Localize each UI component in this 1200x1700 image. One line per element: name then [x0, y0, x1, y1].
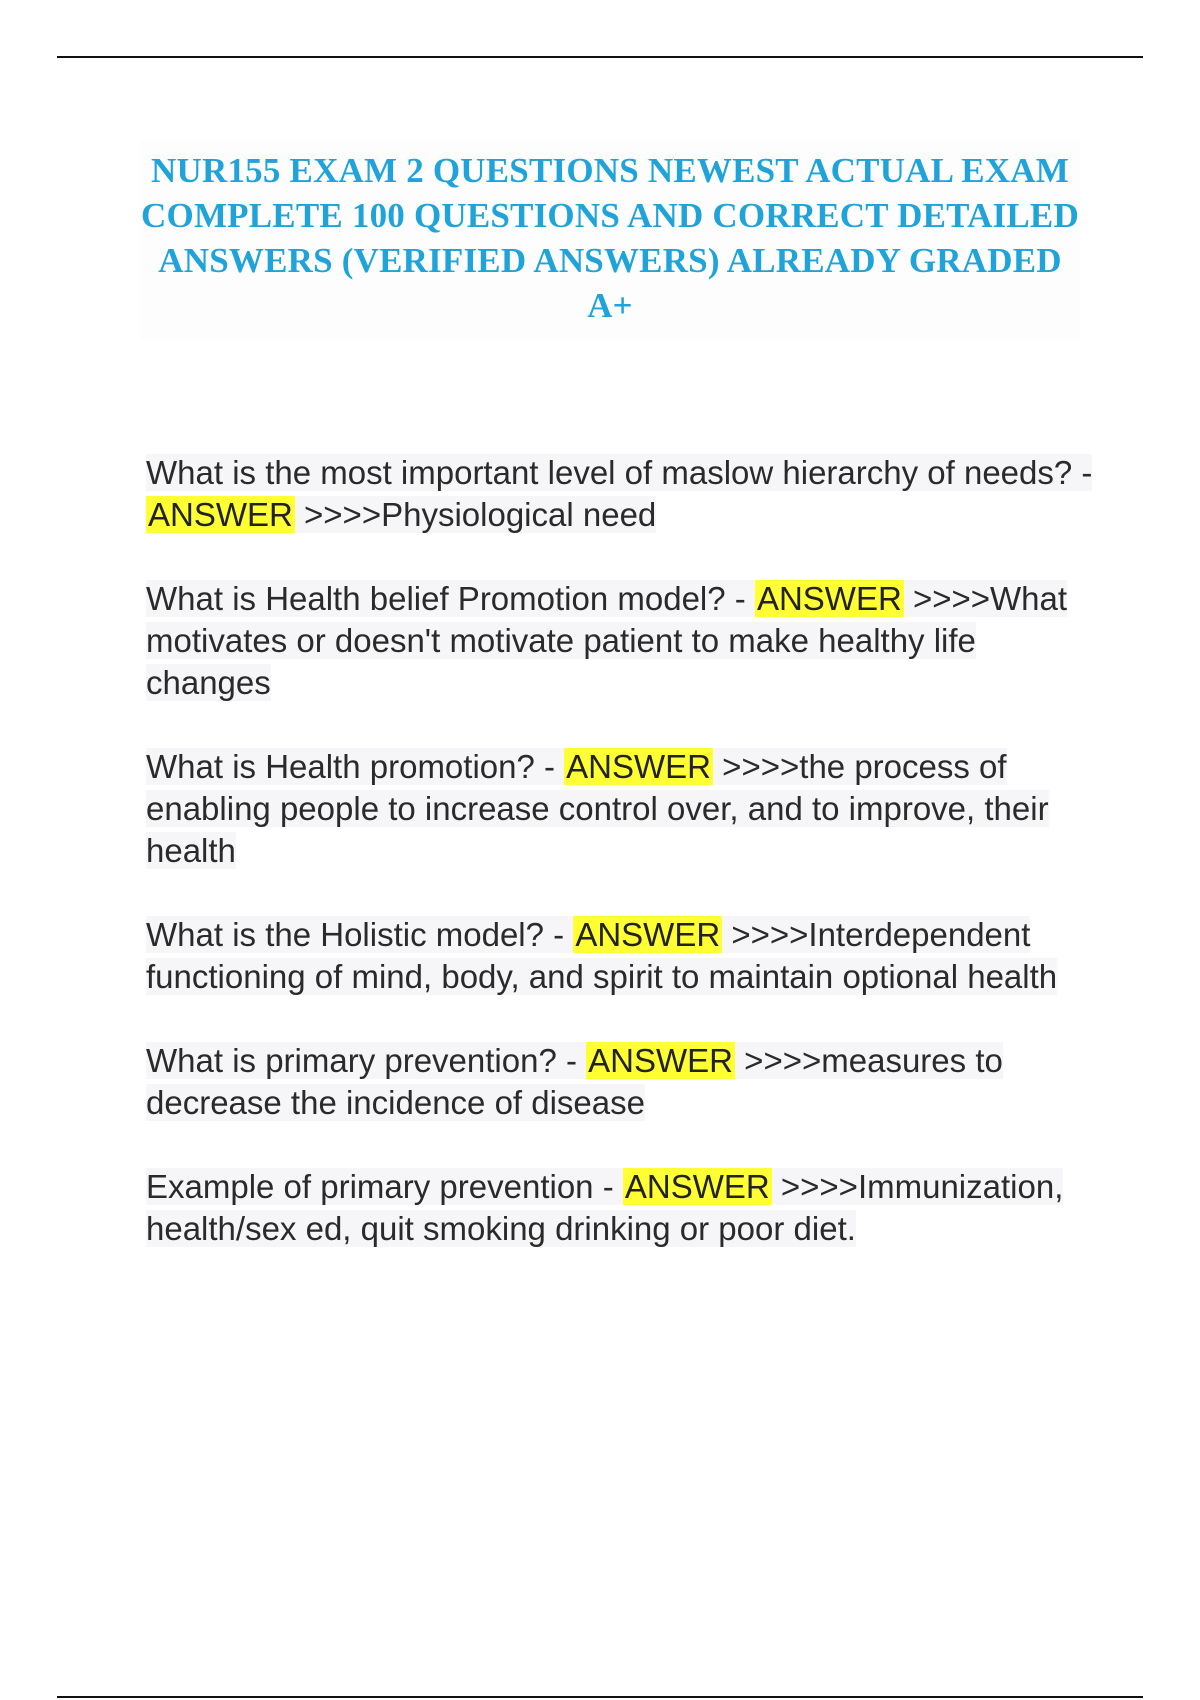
qa-item [146, 914, 1106, 998]
answer-text: >>>>measures to decrease the incidence of disease [146, 1042, 1003, 1121]
qa-item [146, 578, 1106, 704]
qa-item [146, 1166, 1106, 1250]
qa-item [146, 452, 1106, 536]
answer-marker: ANSWER [756, 580, 902, 617]
question-text: Example of primary prevention - [146, 1168, 623, 1205]
qa-item [146, 1040, 1106, 1124]
qa-item [146, 746, 1106, 872]
question-text: What is Health belief Promotion model? - [146, 580, 755, 617]
question-text: What is the Holistic model? - [146, 916, 574, 953]
answer-text: >>>>Immunization, health/sex ed, quit smoking drinking or poor diet. [146, 1168, 1064, 1247]
qa-list [146, 452, 1106, 1292]
answer-text: >>>>Interdependent functioning of mind, body, and spirit to maintain optional health [146, 916, 1058, 995]
document-title: NUR155 EXAM 2 QUESTIONS NEWEST ACTUAL EXAM COMPLETE 100 QUESTIONS AND CORRECT DETAILED ANSWERS (VERIFIED ANSWERS) ALREADY GRADED A+ [141, 151, 1079, 325]
bottom-rule [57, 1696, 1143, 1698]
answer-text: >>>>the process of enabling people to increase control over, and to improve, their health [146, 748, 1049, 869]
answer-text: >>>>Physiological need [294, 496, 657, 533]
answer-marker: ANSWER [624, 1168, 770, 1205]
question-text: What is primary prevention? - [146, 1042, 587, 1079]
question-text: What is the most important level of maslow hierarchy of needs? - [146, 454, 1093, 491]
answer-marker: ANSWER [575, 916, 721, 953]
answer-marker: ANSWER [588, 1042, 733, 1079]
question-text: What is Health promotion? - [146, 748, 565, 785]
top-rule [57, 56, 1143, 58]
answer-marker: ANSWER [566, 748, 712, 785]
answer-text: >>>>What motivates or doesn't motivate patient to make healthy life changes [146, 580, 1068, 701]
title-block [140, 140, 1080, 340]
answer-marker: ANSWER [148, 496, 293, 533]
